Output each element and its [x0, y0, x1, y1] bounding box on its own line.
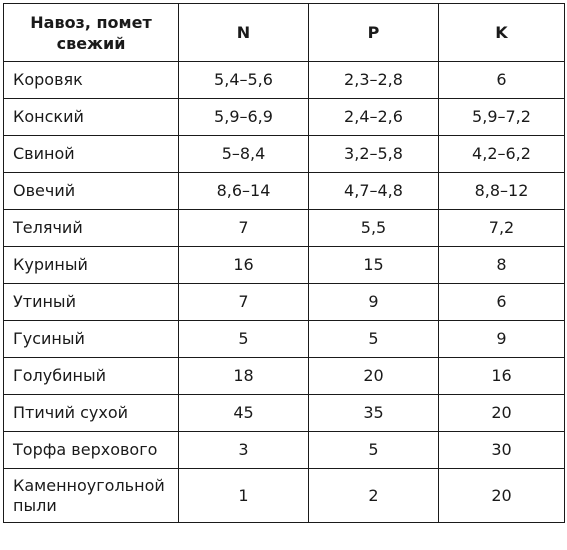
table-row	[4, 469, 565, 523]
row-name-cell: Гусиный	[4, 321, 179, 358]
header-phosphorus: P	[309, 4, 439, 62]
n-cell: 5,9–6,9	[179, 99, 309, 136]
nutrient-table	[3, 3, 565, 523]
p-cell: 3,2–5,8	[309, 136, 439, 173]
table-row	[4, 210, 565, 247]
n-cell: 5,4–5,6	[179, 62, 309, 99]
p-cell: 2	[309, 469, 439, 523]
p-cell: 35	[309, 395, 439, 432]
table-row	[4, 247, 565, 284]
table-row	[4, 62, 565, 99]
k-cell: 6	[439, 284, 565, 321]
n-cell: 5–8,4	[179, 136, 309, 173]
table-row	[4, 321, 565, 358]
n-cell: 5	[179, 321, 309, 358]
row-name-cell: Голубиный	[4, 358, 179, 395]
row-name-cell: Коровяк	[4, 62, 179, 99]
n-cell: 7	[179, 284, 309, 321]
p-cell: 9	[309, 284, 439, 321]
table-row	[4, 99, 565, 136]
table-row	[4, 395, 565, 432]
k-cell: 20	[439, 395, 565, 432]
n-cell: 18	[179, 358, 309, 395]
table-row	[4, 358, 565, 395]
p-cell: 2,4–2,6	[309, 99, 439, 136]
p-cell: 20	[309, 358, 439, 395]
p-cell: 15	[309, 247, 439, 284]
p-cell: 4,7–4,8	[309, 173, 439, 210]
n-cell: 7	[179, 210, 309, 247]
header-row	[4, 4, 565, 62]
table-row	[4, 136, 565, 173]
k-cell: 8	[439, 247, 565, 284]
n-cell: 16	[179, 247, 309, 284]
k-cell: 30	[439, 432, 565, 469]
k-cell: 9	[439, 321, 565, 358]
header-nitrogen: N	[179, 4, 309, 62]
k-cell: 6	[439, 62, 565, 99]
p-cell: 5,5	[309, 210, 439, 247]
n-cell: 3	[179, 432, 309, 469]
row-name-cell: Куриный	[4, 247, 179, 284]
row-name-cell: Овечий	[4, 173, 179, 210]
n-cell: 45	[179, 395, 309, 432]
table-row	[4, 432, 565, 469]
k-cell: 5,9–7,2	[439, 99, 565, 136]
row-name-cell: Птичий сухой	[4, 395, 179, 432]
row-name-cell: Конский	[4, 99, 179, 136]
row-name-cell: Утиный	[4, 284, 179, 321]
k-cell: 4,2–6,2	[439, 136, 565, 173]
p-cell: 5	[309, 432, 439, 469]
header-potassium: K	[439, 4, 565, 62]
table-row	[4, 173, 565, 210]
n-cell: 8,6–14	[179, 173, 309, 210]
p-cell: 2,3–2,8	[309, 62, 439, 99]
k-cell: 16	[439, 358, 565, 395]
k-cell: 20	[439, 469, 565, 523]
row-name-cell: Каменноугольной пыли	[4, 469, 179, 523]
n-cell: 1	[179, 469, 309, 523]
row-name-cell: Свиной	[4, 136, 179, 173]
k-cell: 8,8–12	[439, 173, 565, 210]
table-row	[4, 284, 565, 321]
row-name-cell: Телячий	[4, 210, 179, 247]
header-manure-type: Навоз, помет свежий	[4, 4, 179, 62]
p-cell: 5	[309, 321, 439, 358]
k-cell: 7,2	[439, 210, 565, 247]
row-name-cell: Торфа верхового	[4, 432, 179, 469]
